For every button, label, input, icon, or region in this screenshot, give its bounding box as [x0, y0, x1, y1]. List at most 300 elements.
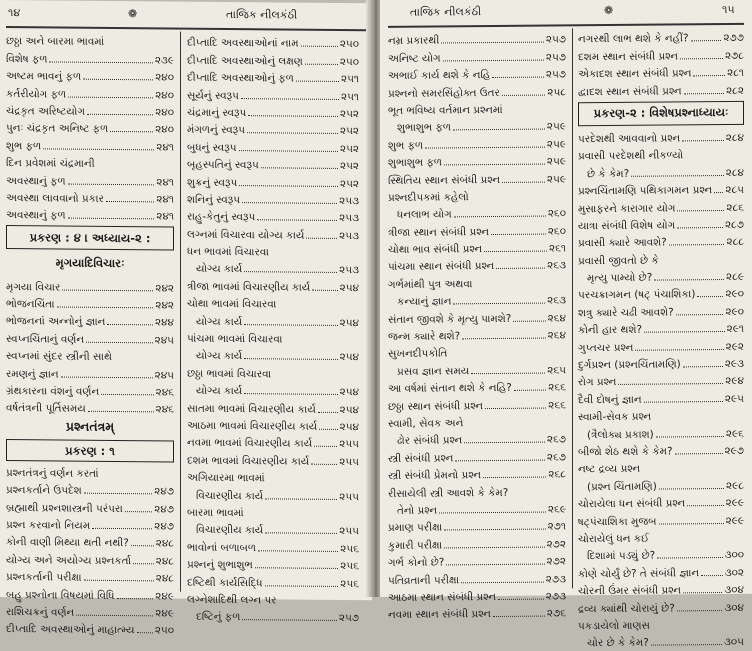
toc-entry — [187, 171, 359, 190]
toc-entry-page: ૨૪૮ — [155, 537, 174, 550]
toc-entry-page: ૨૫૦ — [339, 38, 359, 51]
toc-entry — [187, 188, 359, 207]
toc-entry-title: દૈવી દોષનું જ્ઞાન — [578, 393, 642, 407]
toc-entry-page: ૨૬૦ — [547, 225, 566, 238]
toc-entry — [6, 461, 174, 480]
toc-entry — [6, 65, 174, 84]
toc-entry — [187, 240, 359, 259]
toc-entry — [388, 550, 566, 569]
toc-entry-page: ૨૫૫ — [339, 438, 359, 451]
toc-entry-page: ૨૮૪ — [725, 166, 744, 179]
toc-entry-page: ૨૫૯ — [546, 155, 566, 168]
toc-entry — [578, 44, 744, 63]
toc-entry-title: કુમારી પરીક્ષા — [388, 539, 443, 552]
toc-entry — [388, 28, 566, 47]
leader-dots — [425, 146, 545, 148]
toc-entry-title: યોગ્ય કાર્ય — [196, 384, 243, 398]
toc-entry-title: બારમા ભાવમાં — [187, 506, 244, 520]
leader-dots — [498, 598, 544, 599]
toc-entry — [578, 631, 744, 650]
toc-entry — [187, 153, 359, 172]
toc-entry-title: દ્રવ્ય ક્યાંથી ચોરાયું છે? — [578, 601, 675, 615]
toc-entry — [6, 345, 174, 364]
toc-entry-title: ચોથા ભાવ સંબંધી પ્રશ્ન — [388, 243, 483, 257]
toc-entry-title: છે કે કેમ? — [587, 167, 630, 180]
toc-entry-title: નષ્ટ દ્રવ્ય પ્રશ્ન — [578, 463, 641, 476]
toc-entry — [388, 202, 566, 221]
toc-entry — [388, 324, 566, 343]
toc-entry-page: ૨૪૭ — [154, 502, 174, 516]
toc-entry-title: પ્રશ્ન કરવાનો નિયમ — [6, 519, 91, 532]
toc-entry-page: ૨૬૧ — [548, 242, 566, 255]
toc-entry — [388, 428, 566, 447]
toc-entry-title: ચોથા ભાવમાં વિચારવા — [187, 297, 277, 311]
toc-entry — [388, 463, 566, 482]
toc-entry-title: પરચક્રાગમન (ષટ્ પંચાશિકા) — [578, 288, 696, 302]
toc-entry-title: સૂર્યનું સ્વરૂપ — [187, 89, 239, 102]
toc-entry — [388, 515, 566, 534]
right-page-header — [380, 3, 752, 24]
toc-entry — [578, 27, 744, 46]
leader-dots — [683, 366, 723, 367]
toc-entry — [388, 237, 566, 256]
toc-entry — [187, 310, 359, 329]
toc-entry-page: ૨૫૨ — [339, 107, 359, 121]
toc-entry-title: ભૂત ભવિષ્ય વર્તમાન પ્રશ્નમાં — [388, 103, 503, 117]
toc-entry — [578, 544, 744, 563]
toc-entry-title: પ્રશ્નદીપકમાં કહેલો — [388, 191, 469, 204]
toc-entry-title: ગુપ્તચર પ્રશ્ન — [578, 341, 634, 354]
toc-entry-title: ચંદ્રમાનું સ્વરૂપ — [187, 106, 247, 120]
toc-entry — [388, 307, 566, 326]
toc-entry — [388, 272, 566, 291]
toc-entry-page: ૨૭૨ — [546, 538, 566, 551]
toc-entry — [578, 509, 744, 528]
toc-entry — [187, 327, 359, 346]
toc-entry — [6, 496, 174, 515]
toc-entry-page: ૨૮૯ — [726, 270, 744, 284]
toc-entry — [187, 32, 359, 51]
leader-dots — [68, 183, 155, 185]
toc-entry-title: અનિષ્ટ યોગ — [388, 52, 441, 65]
toc-entry-page: ૨૫૩ — [339, 212, 359, 225]
toc-entry-page: ૨૫૪ — [339, 403, 359, 416]
toc-entry — [187, 84, 359, 103]
leader-dots — [443, 59, 544, 61]
toc-entry — [578, 335, 744, 354]
toc-entry-title: યાત્રા સંબંધી વિશેષ યોગ — [578, 219, 676, 233]
toc-entry-page: ૨૬૦ — [547, 207, 566, 220]
toc-column-4 — [578, 27, 744, 650]
toc-entry — [6, 187, 174, 206]
right-page-number: ૧૫ — [722, 2, 735, 17]
toc-entry — [6, 362, 174, 381]
toc-entry — [578, 457, 744, 476]
toc-entry — [187, 292, 359, 311]
leader-dots — [680, 58, 723, 59]
toc-entry-page: ૨૭૩ — [545, 572, 566, 586]
toc-entry-title: મૃત્યુ પામ્યો છે? — [587, 271, 653, 285]
toc-entry — [6, 100, 174, 119]
toc-entry — [578, 474, 744, 493]
toc-entry-title: દ્વાદશ સ્થાન સંબંધી પ્રશ્ન — [578, 84, 682, 98]
toc-entry — [578, 561, 744, 580]
leader-dots — [257, 220, 337, 222]
leader-dots — [659, 523, 724, 525]
toc-entry — [388, 567, 566, 586]
toc-entry-page: ૨૮૧ — [727, 66, 744, 80]
leader-dots — [675, 453, 723, 454]
toc-entry — [578, 231, 744, 250]
leader-dots — [491, 233, 546, 234]
toc-entry-title: સ્વપ્નચિંતાનું વર્ણન — [6, 332, 85, 346]
toc-entry — [6, 514, 174, 533]
toc-entry — [187, 449, 359, 468]
toc-entry-page: ૨૯૫ — [724, 392, 744, 405]
right-running-title: તાજિક નીલકંઠી — [410, 5, 482, 19]
leader-dots — [76, 615, 153, 617]
toc-entry-title: પતિવ્રતાની પરીક્ષા — [388, 573, 460, 587]
leader-dots — [110, 131, 153, 132]
leader-dots — [502, 94, 545, 95]
toc-entry — [388, 602, 566, 621]
toc-entry-title: ભાવોનાં બળાબળ — [187, 541, 256, 554]
toc-entry-page: ૨૯૧ — [726, 323, 744, 336]
toc-entry-title: કન્યાનું જ્ઞાન — [397, 295, 452, 309]
toc-entry-page: ૨૯૪ — [725, 375, 744, 388]
leader-dots — [133, 563, 154, 564]
toc-entry-title: સ્થિતિય સ્થાન સંબંધી પ્રશ્ન — [388, 173, 501, 187]
toc-entry — [6, 397, 174, 416]
toc-entry-title: શનિનું સ્વરૂપ — [187, 193, 241, 207]
toc-entry-title: પાંચમા ભાવમાં વિચારવા — [187, 332, 283, 346]
toc-entry-page: ૩૦૦ — [724, 549, 744, 562]
toc-entry-title: દીપ્તાદિ અવસ્થાઓનું લક્ષણ — [187, 54, 303, 68]
toc-entry-page: ૨૫૬ — [340, 577, 359, 590]
toc-entry-page: ૨૭૨ — [546, 555, 566, 568]
leader-dots — [483, 477, 546, 479]
chapter-heading: પ્રકરણ-૨ : વિશેષપ્રશ્નાધ્યાયઃ — [578, 100, 744, 125]
toc-entry — [388, 254, 566, 273]
leader-dots — [454, 216, 546, 218]
toc-entry — [578, 439, 744, 458]
leader-dots — [107, 324, 153, 325]
toc-entry-page: ૨૬૯ — [547, 503, 566, 516]
toc-entry-title: રોગ પ્રશ્ન — [578, 376, 617, 389]
leader-dots — [656, 436, 724, 438]
left-page — [0, 0, 372, 637]
toc-entry-title: ત્રીજા ભાવમાં વિચારણીય કાર્ય — [187, 280, 311, 294]
toc-entry-title: ભોજનનાં અન્નોનું જ્ઞાન — [6, 315, 106, 329]
toc-entry-title: ધનલાભ યોગ — [397, 208, 452, 222]
toc-entry — [6, 479, 174, 498]
toc-entry — [187, 223, 359, 242]
toc-entry-title: આ વર્ષમાં સંતાન થશે કે નહિ? — [388, 382, 512, 396]
toc-entry — [187, 432, 359, 451]
toc-entry-title: પ્રશ્નકર્તાની પરીક્ષા — [6, 571, 82, 584]
toc-entry-page: ૨૪૭ — [154, 485, 174, 498]
toc-entry-title: પ્રશ્નનું શુભાશુભ — [187, 558, 253, 572]
toc-entry-page: ૨૭૭ — [723, 32, 744, 45]
toc-entry-title: સ્વામી-સેવક પ્રશ્ન — [578, 410, 652, 424]
toc-entry — [388, 411, 566, 430]
toc-entry — [187, 466, 359, 485]
toc-entry-title: બ્રહ્માથી પ્રશ્નશાસ્ત્રની પરંપરા — [6, 501, 123, 515]
toc-entry-title: (પ્રશ્ન ચિંતામણિ) — [587, 480, 657, 493]
toc-entry-page: ૨૯૨ — [725, 340, 744, 353]
leader-dots — [61, 376, 153, 378]
toc-entry-page: ૨૫૧ — [340, 73, 359, 86]
toc-entry-page: ૨૯૦ — [725, 288, 744, 301]
toc-entry-page: ૨૪૯ — [155, 607, 174, 620]
toc-entry-page: ૨૪૦ — [155, 71, 174, 84]
toc-entry-title: કોણે ચોર્યું છે? તે સંબંધી જ્ઞાન — [578, 566, 700, 580]
leader-dots — [312, 290, 337, 291]
toc-entry-title: દિન પ્રવેશમાં ચંદ્રમાની — [6, 157, 95, 170]
leader-dots — [618, 383, 723, 385]
toc-entry — [6, 82, 174, 101]
leader-dots — [247, 132, 338, 134]
leader-dots — [49, 61, 152, 63]
leader-dots — [305, 63, 338, 64]
toc-entry-page: ૨૪૬ — [155, 386, 174, 399]
leader-dots — [513, 320, 545, 321]
leader-dots — [677, 210, 724, 211]
toc-entry — [578, 422, 744, 441]
leader-dots — [88, 411, 154, 413]
toc-entry — [388, 376, 566, 395]
toc-entry-title: સંતાન જીવશે કે મૃત્યુ પામશે? — [388, 312, 512, 326]
toc-entry-title: શત્રુ ક્યારે ચઢી આવશે? — [578, 306, 674, 320]
leader-dots — [697, 296, 723, 297]
toc-entry-title: વિચારણીય કાર્ય — [196, 489, 264, 502]
toc-entry — [388, 481, 566, 500]
toc-entry — [578, 579, 744, 598]
leader-dots — [106, 201, 154, 202]
leader-dots — [131, 546, 154, 547]
leader-dots — [318, 411, 338, 412]
toc-entry-title: યોગ્ય અને અયોગ્ય પ્રશ્નકર્તા — [6, 553, 132, 567]
toc-entry — [578, 179, 744, 198]
toc-entry — [187, 414, 359, 433]
toc-entry — [6, 380, 174, 399]
toc-entry-title: પકડાયેલો માણસ — [578, 619, 650, 633]
toc-entry — [388, 585, 566, 604]
leader-dots — [669, 244, 725, 245]
toc-entry — [578, 161, 744, 180]
toc-entry — [578, 318, 744, 337]
toc-entry-page: ૨૮૬ — [726, 201, 744, 214]
column-divider — [572, 28, 573, 588]
toc-entry-title: તેનો પ્રશ્ન — [397, 504, 438, 517]
leader-dots — [644, 331, 725, 333]
toc-entry-title: પરદેશથી આવવાનો પ્રશ્ન — [578, 132, 681, 146]
toc-entry — [6, 117, 174, 136]
toc-entry-title: શુભાશુભ ફળ — [388, 156, 443, 170]
toc-entry-page: ૨૫૯ — [546, 172, 566, 186]
toc-entry — [6, 30, 174, 49]
toc-entry — [388, 533, 566, 552]
toc-entry-title: પ્રવાસી પરદેશથી નીકળ્યો — [578, 149, 684, 163]
toc-entry — [578, 596, 744, 615]
toc-entry-page: ૨૪૨ — [155, 299, 174, 312]
leader-dots — [492, 77, 544, 78]
toc-entry — [6, 293, 174, 312]
toc-entry-title: વિશેષ ફળ — [6, 52, 48, 66]
toc-entry-title: આઠમા ભાવમાં વિચારણીય કાર્ય — [187, 419, 318, 433]
leader-dots — [117, 598, 154, 599]
leader-dots — [676, 314, 724, 315]
toc-entry-page: ૨૫૫ — [339, 525, 359, 538]
toc-entry — [578, 266, 744, 285]
toc-entry — [6, 275, 174, 294]
toc-entry — [578, 300, 744, 319]
toc-entry-title: અવસ્થાનું ફળ — [6, 209, 66, 222]
leader-dots — [444, 546, 545, 548]
leader-dots — [86, 342, 153, 344]
toc-entry-page: ૨૫૪ — [339, 420, 359, 434]
toc-entry-page: ૨૫૯ — [546, 138, 566, 151]
toc-entry-title: ચોરની ઉંમર સંબંધી પ્રશ્ન — [578, 584, 681, 598]
leader-dots — [714, 192, 723, 193]
toc-entry-page: ૨૬૩ — [547, 294, 566, 307]
toc-entry — [578, 248, 744, 267]
toc-entry — [187, 136, 359, 155]
leader-dots — [311, 463, 337, 464]
toc-entry-page: ૨૫૨ — [339, 160, 359, 173]
leader-dots — [677, 610, 723, 611]
toc-entry — [388, 115, 566, 134]
toc-entry-page: ૨૪૫ — [154, 334, 174, 347]
toc-entry-title: ઢોર સંબંધી પ્રશ્ન — [397, 434, 463, 448]
toc-entry-title: પ્રમાણ પરીક્ષા — [388, 521, 443, 535]
leader-dots — [244, 359, 337, 361]
toc-entry-title: સ્વામી, સેવક અને — [388, 417, 464, 430]
toc-entry — [187, 66, 359, 85]
toc-entry-title: ધન ભાવમાં વિચારવા — [187, 245, 269, 259]
toc-entry-title: ચોર છે કે કેમ? — [587, 636, 649, 650]
toc-entry-title: શુભ ફળ — [6, 139, 42, 153]
toc-entry — [578, 79, 744, 98]
toc-entry-page: ૨૪૧ — [156, 210, 174, 223]
toc-entry-page: ૨૫૩ — [339, 264, 359, 277]
toc-entry-page: ૨૪૧ — [156, 175, 174, 189]
toc-entry — [578, 196, 744, 215]
leader-dots — [137, 633, 153, 634]
leader-dots — [693, 75, 725, 76]
toc-entry — [388, 185, 566, 204]
toc-entry — [578, 492, 744, 511]
toc-entry-title: નવમા ભાવમાં વિચારણીય કાર્ય — [187, 437, 313, 451]
toc-entry — [6, 47, 174, 66]
toc-entry-title: ગર્ભમાંથી પુત્ર અથવા — [388, 278, 473, 291]
toc-entry — [388, 220, 566, 239]
toc-entry — [187, 571, 359, 590]
left-running-title: તાજિક નીલકંઠી — [226, 7, 298, 22]
leader-dots — [631, 175, 724, 177]
toc-entry-title: છઠ્ઠા અને બારમા ભાવમાં — [6, 35, 105, 49]
toc-entry-title: (ત્રૈલોક્ય પ્રકાશ) — [587, 428, 654, 441]
chapter-heading: પ્રકરણ : ૪ । અધ્યાય-૨ : — [6, 225, 174, 250]
toc-entry — [388, 81, 566, 100]
leader-dots — [659, 488, 724, 490]
leader-dots — [265, 533, 337, 535]
leader-dots — [62, 289, 153, 291]
toc-entry-title: અષ્ટમ ભાવનું ફળ — [6, 70, 82, 83]
toc-entry — [6, 583, 174, 602]
toc-entry-page: ૨૫૭ — [338, 612, 359, 625]
leader-dots — [453, 129, 545, 131]
leader-dots — [635, 349, 723, 351]
toc-entry-title: એકાદશ સ્થાન સંબંધી પ્રશ્ન — [578, 67, 692, 81]
toc-entry-page: ૨૮૫ — [725, 183, 744, 197]
toc-entry — [6, 169, 174, 188]
toc-entry-page: ૨૭૮ — [724, 49, 744, 62]
toc-entry-page: ૨૫૨ — [339, 142, 359, 155]
leader-dots — [296, 81, 339, 82]
leader-dots — [677, 227, 723, 228]
toc-entry-title: યોગ્ય કાર્ય — [196, 263, 243, 276]
left-page-number: ૧૪ — [8, 6, 21, 20]
toc-entry-title: સાતમા ભાવમાં વિચારણીય કાર્ય — [187, 402, 316, 416]
leader-dots — [444, 529, 545, 531]
toc-column-2 — [187, 32, 359, 625]
toc-entry-page: ૨૫૯ — [546, 120, 566, 133]
toc-entry-page: ૨૫૬ — [340, 542, 359, 555]
toc-entry-page: ૨૪૮ — [155, 572, 174, 585]
toc-entry-title: ભોજનચિંતા — [6, 298, 55, 311]
leader-dots — [484, 251, 547, 253]
leader-dots — [57, 307, 154, 309]
toc-entry-title: ચોરાયેલું ધન કઈ — [578, 532, 650, 546]
toc-entry-page: ૨૬૫ — [547, 364, 566, 377]
toc-entry-title: ગ્રંથકારના વંશનું વર્ણન — [6, 385, 100, 398]
toc-entry — [388, 394, 566, 413]
leader-dots — [242, 202, 337, 204]
toc-entry-page: ૨૬૮ — [548, 468, 566, 481]
toc-entry-page: ૩૦૪ — [724, 601, 744, 614]
leader-dots — [514, 390, 546, 391]
toc-entry-title: રમણનું જ્ઞાન — [6, 367, 59, 381]
toc-entry-page: ૨૪૬ — [155, 403, 174, 416]
toc-entry — [388, 150, 566, 169]
toc-entry-title: પુનઃ ચંદ્રકૃત અનિષ્ટ ફળ — [6, 122, 109, 136]
toc-entry-title: નવમા સ્થાન સંબંધી પ્રશ્ન — [388, 608, 491, 622]
toc-entry-page: ૨૪૦ — [155, 106, 174, 119]
toc-entry — [388, 446, 566, 465]
toc-entry-title: પ્રવાસી જીવતો છે કે — [578, 254, 659, 267]
toc-entry-title: પ્રશ્નચિંતામણિ પથિકાગમન પ્રશ્ન — [578, 184, 713, 198]
toc-entry-title: છઠ્ઠા સ્થાન સંબંધી પ્રશ્ન — [388, 399, 484, 413]
toc-entry-title: નમ્ર પ્રકારથી — [388, 34, 440, 48]
toc-entry-title: દીપ્તાદિ અવસ્થાઓનાં નામ — [187, 37, 299, 50]
toc-entry — [187, 553, 359, 572]
leader-dots — [502, 181, 545, 182]
toc-entry-title: અવસ્થા લાવવાનો પ્રકાર — [6, 191, 104, 205]
toc-entry-page: ૨૪૧ — [156, 193, 174, 206]
toc-entry-title: બીજો શેઠ થશે કે કેમ? — [578, 445, 673, 459]
toc-entry-page: ૨૪૧ — [156, 141, 174, 154]
leader-dots — [319, 429, 337, 430]
leader-dots — [87, 114, 153, 116]
toc-entry-title: વિચારણીય કાર્ય — [196, 524, 264, 537]
toc-entry — [388, 133, 566, 152]
toc-entry-page: ૨૫૫ — [339, 490, 359, 503]
toc-entry — [6, 204, 174, 223]
toc-entry-page: ૨૯૯ — [725, 514, 744, 527]
leader-dots — [43, 148, 154, 150]
toc-entry-page: ૨૫૦ — [154, 624, 174, 637]
